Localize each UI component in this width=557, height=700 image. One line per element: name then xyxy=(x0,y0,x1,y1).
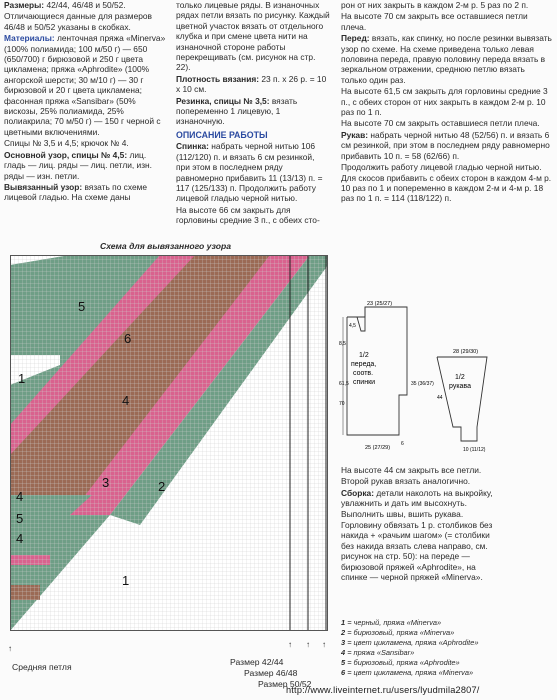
front-piece-label xyxy=(351,352,378,386)
legend-row xyxy=(341,618,555,628)
legend-num: 4 xyxy=(341,648,346,657)
knit-pattern-label: Вывязанный узор: xyxy=(4,181,83,192)
zone-label: 3 xyxy=(102,475,110,490)
zone-label: 1 xyxy=(122,573,130,588)
legend-num: 6 xyxy=(341,668,346,677)
dim-sleeve-bottom: 10 (11/12) xyxy=(463,447,486,453)
zone-label: 1 xyxy=(18,371,26,386)
legend-text: = цвет цикламена, пряжа «Minerva» xyxy=(347,668,474,677)
color-legend xyxy=(341,618,555,678)
dim-height-61: 61,5 xyxy=(339,381,349,387)
sizes-note: Отличающиеся данные для размеров 46/48 и 50/52 указаны в скобках. xyxy=(4,11,152,32)
sleeve-text: набрать черной нитью 48 (52/56) п. и вязать 6 см резинкой, при этом в последнем ряду равномерно прибавить 10 п. = 58 (62/66) п. xyxy=(341,129,550,161)
density-text: 23 п. х 26 р. = 10 х 10 см. xyxy=(176,73,327,95)
sizes-value: 42/44, 46/48 и 50/52. xyxy=(46,0,126,10)
col3-t7: Второй рукав вязать аналогично. xyxy=(341,476,471,487)
legend-row xyxy=(341,658,555,668)
source-watermark: http://www.liveinternet.ru/users/lyudmila2807/ xyxy=(286,685,480,695)
sleeve-label: Рукав: xyxy=(341,129,369,140)
dim-sleeve-top: 28 (29/30) xyxy=(453,349,479,355)
col3-t1: рон от них закрыть в каждом 2-м р. 5 раз по 2 п. xyxy=(341,0,529,10)
legend-text: = пряжа «Sansibar» xyxy=(347,648,415,657)
zone-label: 2 xyxy=(158,479,166,494)
legend-row xyxy=(341,668,555,678)
size-arrow-3: ↑ xyxy=(322,640,326,649)
dim-rib: 6 xyxy=(401,441,404,447)
materials-text: ленточная пряжа «Minerva» (100% полиамида; 100 м/50 г) — 650 (650/700) г бирюзовой и 250 г цвета цикламена; пряжа «Aphrodite» (100% ангорской шерсти; 30 м/10 г) — 30 г бирюзовой и 20 г цвета цикламена; фасонная пряжа «Sansibar» (50% вискозы, 25% полиамида, 25% полиакрила; 70 м/50 г) — 150 г черной с цветными включениями. xyxy=(4,33,166,137)
size-arrow-1: ↑ xyxy=(288,640,292,649)
column-1 xyxy=(4,0,166,204)
knitting-chart xyxy=(10,255,328,631)
col3-t3: На высоте 61,5 см закрыть для горловины средние 3 п., с обеих сторон от них закрыть в каждом 2-м р. 10 раз по 1 п. xyxy=(341,86,548,118)
sleeve-label-1: 1/2 xyxy=(455,374,465,381)
legend-row xyxy=(341,628,555,638)
dim-neck-h: 8,5 xyxy=(339,341,346,347)
size-label-2: Размер 46/48 xyxy=(244,668,298,678)
zone-label: 5 xyxy=(16,511,24,526)
col3-t8: Горловину обвязать 1 р. столбиков без накида + «рачьим шагом» (= столбики без накида вязать слева направо, см. рисунок на стр. 50): на переде — бирюзовой пряжей «Aphrodite», на спинке — черной пряжей «Minerva». xyxy=(341,520,493,583)
size-label-3: Размер 50/52 xyxy=(258,679,312,689)
size-label-1: Размер 42/44 xyxy=(230,657,284,667)
back-label: Спинка: xyxy=(176,141,209,152)
col3-t6: На высоте 44 см закрыть все петли. xyxy=(341,465,482,475)
rib-label: Резинка, спицы № 3,5: xyxy=(176,95,270,106)
front-text: вязать, как спинку, но после резинки вывязать узор по схеме. На схеме приведена только левая половина переда, правую половину переда вязать в зеркальном отражении, среднюю петлю вязать только один раз. xyxy=(341,33,552,85)
dim-top-width: 23 (25/27) xyxy=(367,301,393,307)
legend-num: 2 xyxy=(341,628,346,637)
front-label-4: спинки xyxy=(353,379,376,386)
col2-intro: только лицевые ряды. В изнаночных рядах петли вязать по рисунку. Каждый цветной участок вязать от отдельного клубка и при смене цвета нити на изнаночной стороне работы перекрещивать (см. рисунок на стр. 22). xyxy=(176,0,330,73)
sleeve-label-2: рукава xyxy=(449,383,471,390)
sleeve-outline xyxy=(437,357,487,441)
sleeve-piece-label xyxy=(449,374,471,390)
chart-grid xyxy=(10,255,328,631)
col3-t5: Продолжить работу лицевой гладью черной нитью. Для скосов прибавить с обеих сторон в каждом 4-м р. 10 раз по 1 и попеременно в каждом 2-м и 4-м р. 18 раз по 1 п. = 114 (118/122) п. xyxy=(341,162,552,204)
knit-pattern-text: вязать по схеме лицевой гладью. На схеме даны xyxy=(4,181,148,203)
front-label: Перед: xyxy=(341,33,370,44)
materials-label: Материалы: xyxy=(4,33,55,44)
col3-t2: На высоте 70 см закрыть все оставшиеся петли плеча. xyxy=(341,11,528,32)
zone-label: 4 xyxy=(122,393,130,408)
legend-text: = бирюзовый, пряжа «Aphrodite» xyxy=(347,658,460,667)
sizes-label: Размеры: xyxy=(4,0,45,10)
back-text: набрать черной нитью 106 (112/120) п. и вязать 6 см резинкой, при этом в последнем ряду равномерно прибавить 11 (13/13) п. = 117 (125/133) п. Продолжить работу лицевой гладью черной нитью. xyxy=(176,141,323,204)
front-label-1: 1/2 xyxy=(359,352,369,359)
legend-row xyxy=(341,648,555,658)
basic-pattern-label: Основной узор, спицы № 4,5: xyxy=(4,149,128,160)
assembly-label: Сборка: xyxy=(341,487,374,498)
center-stitch-arrow: ↑ xyxy=(8,644,12,653)
zone-label: 5 xyxy=(78,299,86,314)
dim-sleeve-side: 44 xyxy=(437,395,443,401)
zone-label: 6 xyxy=(124,331,132,346)
dim-side: 35 (36/37) xyxy=(411,381,434,387)
needles-text: Спицы № 3,5 и 4,5; крючок № 4. xyxy=(4,138,129,149)
column-2 xyxy=(176,0,330,227)
legend-num: 5 xyxy=(341,658,346,667)
zone-label: 4 xyxy=(16,489,24,504)
chart-title: Схема для вывязанного узора xyxy=(100,241,232,251)
legend-text: = бирюзовый, пряжа «Minerva» xyxy=(347,628,455,637)
legend-num: 3 xyxy=(341,638,346,647)
legend-text: = черный, пряжа «Minerva» xyxy=(347,618,442,627)
front-label-3: соотв. xyxy=(353,370,374,377)
rib-text: вязать попеременно 1 лицевую, 1 изнаночную. xyxy=(176,95,298,127)
description-title: ОПИСАНИЕ РАБОТЫ xyxy=(176,129,268,140)
column-3-continued xyxy=(341,465,501,582)
legend-num: 1 xyxy=(341,618,346,627)
column-3 xyxy=(341,0,553,205)
size-arrow-2: ↑ xyxy=(306,640,310,649)
basic-pattern-text: лиц. гладь — лиц. ряды — лиц. петли, изн. ряды — изн. петли. xyxy=(4,149,153,181)
zone-label: 4 xyxy=(16,531,24,546)
assembly-text: детали наколоть на выкройку, увлажнить и дать им высохнуть. Выполнить швы, вшить рукава. xyxy=(341,487,493,519)
dim-height-70: 70 xyxy=(339,401,345,407)
dim-bottom-width: 25 (27/29) xyxy=(365,445,391,451)
legend-text: = цвет цикламена, пряжа «Aphrodite» xyxy=(347,638,479,647)
back-text-2: На высоте 66 см закрыть для горловины средние 3 п., с обеих сто- xyxy=(176,204,320,226)
front-label-2: переда, xyxy=(351,361,377,368)
col3-t4: На высоте 70 см закрыть оставшиеся петли плеча. xyxy=(341,118,540,129)
garment-schematic xyxy=(337,295,551,455)
dim-neck-w: 4,5 xyxy=(349,323,356,329)
legend-row xyxy=(341,638,555,648)
center-stitch-label: Средняя петля xyxy=(12,662,72,672)
density-label: Плотность вязания: xyxy=(176,73,260,84)
